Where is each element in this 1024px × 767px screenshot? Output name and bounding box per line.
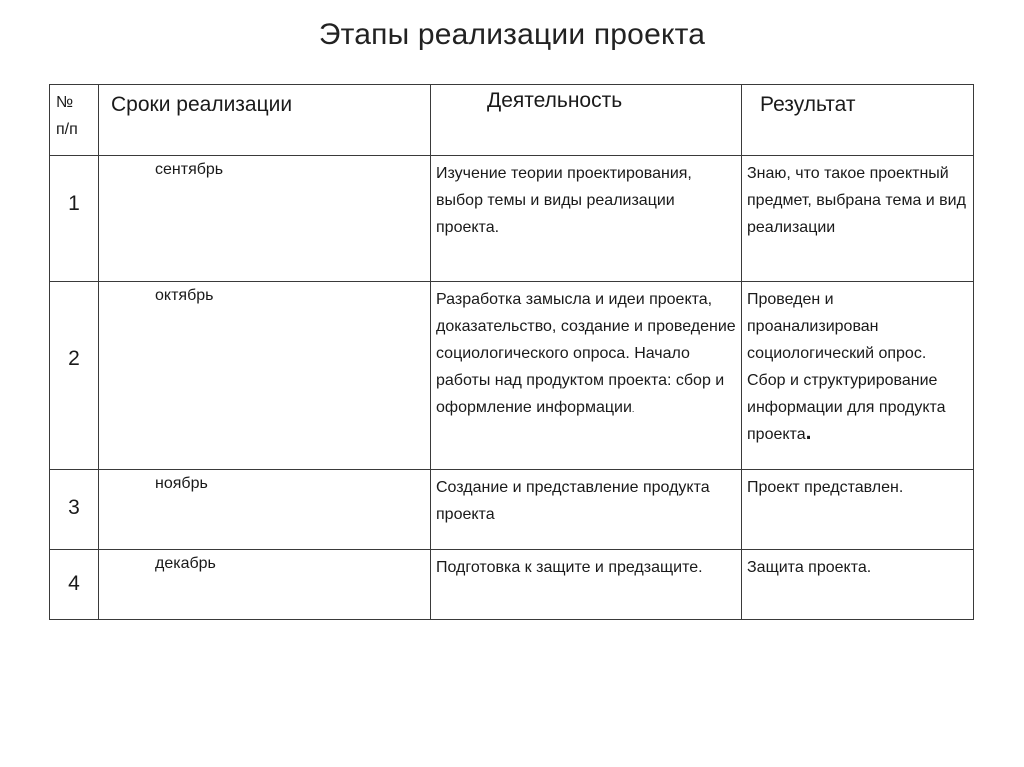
row-number-value: 4 [68,572,80,595]
row-activity: Изучение теории проектирования, выбор темы и виды реализации проекта. [431,156,742,282]
header-number-line2: п/п [56,121,78,138]
row-number [50,282,99,470]
row-activity: Создание и представление продукта проекта [431,470,742,550]
row-result-end: . [805,421,812,444]
table-header-row [50,85,974,156]
header-activity: Деятельность [431,85,742,156]
header-result: Результат [742,85,974,156]
row-result: Знаю, что такое проектный предмет, выбрана тема и вид реализации [742,156,974,282]
row-month: октябрь [99,282,431,470]
page-title: Этапы реализации проекта [318,18,706,51]
row-result: Проект представлен. [742,470,974,550]
header-number [50,85,99,156]
row-result: Защита проекта. [742,550,974,620]
row-activity-end: . [631,404,635,414]
row-activity-text: Разработка замысла и идеи проекта, доказательство, создание и проведение социологического опроса. Начало работы над продуктом проекта: сбор и оформление информации [436,291,736,416]
row-number-value: 1 [68,192,80,215]
row-number-value: 2 [68,347,80,370]
header-term: Сроки реализации [99,85,431,156]
row-number-value: 3 [68,496,80,519]
row-result-text: Проведен и проанализирован социологический опрос. Сбор и структурирование информации для продукта проекта [747,291,946,443]
table-row [50,156,974,282]
row-month: ноябрь [99,470,431,550]
table-row [50,550,974,620]
row-activity [431,282,742,470]
table-row [50,470,974,550]
row-number [50,550,99,620]
header-number-line1: № [56,94,74,111]
table-row [50,282,974,470]
row-month: сентябрь [99,156,431,282]
row-number [50,156,99,282]
row-activity: Подготовка к защите и предзащите. [431,550,742,620]
project-stages-table [49,84,974,620]
row-number [50,470,99,550]
row-result [742,282,974,470]
row-month: декабрь [99,550,431,620]
